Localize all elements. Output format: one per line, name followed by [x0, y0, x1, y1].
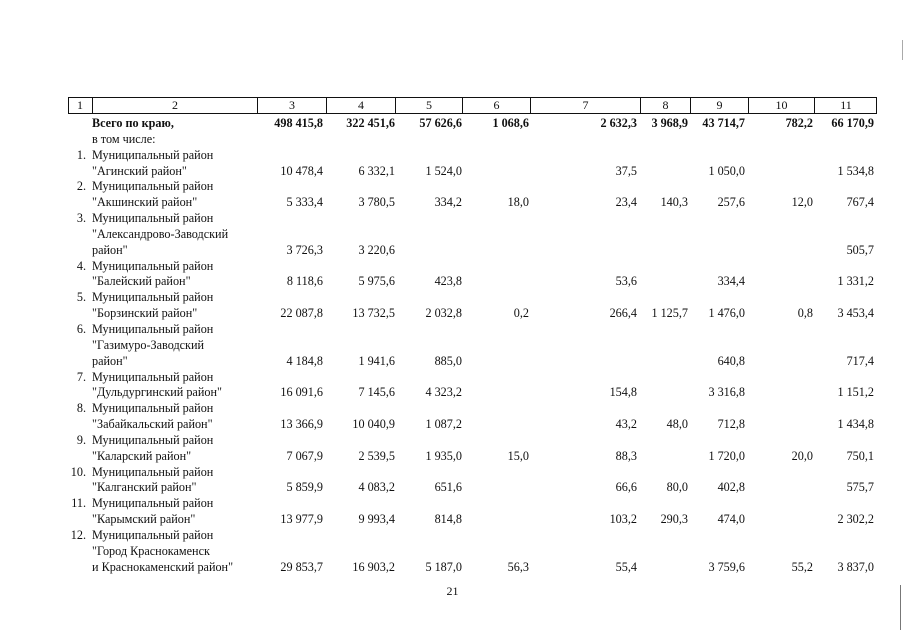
cell-col-3: 498 415,8	[274, 116, 323, 130]
table-row	[0, 338, 905, 354]
cell-col-10: 12,0	[791, 195, 813, 210]
cell-col-11: 1 434,8	[837, 417, 874, 432]
row-label: Муниципальный район	[92, 369, 214, 384]
header-col-9: 9	[691, 98, 749, 113]
cell-col-11: 1 151,2	[837, 385, 874, 400]
cell-col-5: 885,0	[434, 353, 462, 368]
table-row	[0, 274, 905, 290]
table-row	[0, 354, 905, 370]
cell-col-5: 651,6	[434, 480, 462, 495]
row-label: Муниципальный район	[92, 258, 214, 273]
cell-col-9: 1 476,0	[708, 306, 745, 321]
cell-col-7: 154,8	[609, 385, 637, 400]
cell-col-6: 0,2	[513, 306, 529, 321]
cell-col-7: 103,2	[609, 512, 637, 527]
table-row	[0, 417, 905, 433]
table-row	[0, 148, 905, 164]
row-index: 4.	[76, 258, 86, 273]
cell-col-9: 43 714,7	[702, 116, 745, 130]
row-index: 5.	[76, 290, 86, 305]
row-label: и Краснокаменский район"	[92, 559, 234, 574]
row-label: Муниципальный район	[92, 321, 214, 336]
row-label: в том числе:	[92, 131, 156, 146]
cell-col-3: 5 333,4	[286, 195, 323, 210]
cell-col-11: 66 170,9	[831, 116, 874, 130]
header-col-10: 10	[749, 98, 815, 113]
cell-col-5: 57 626,6	[419, 116, 462, 130]
cell-col-3: 8 118,6	[286, 274, 323, 289]
table-row	[0, 227, 905, 243]
cell-col-6: 56,3	[507, 559, 529, 574]
cell-col-11: 575,7	[846, 480, 874, 495]
cell-col-4: 4 083,2	[358, 480, 395, 495]
cell-col-11: 505,7	[846, 242, 874, 257]
header-col-11: 11	[840, 98, 852, 112]
cell-col-4: 13 732,5	[352, 306, 395, 321]
header-col-4: 4	[327, 98, 396, 113]
table-row	[0, 259, 905, 275]
cell-col-3: 5 859,9	[286, 480, 323, 495]
table-row	[0, 116, 905, 132]
row-label: Муниципальный район	[92, 496, 214, 511]
row-label: "Акшинский район"	[92, 195, 198, 210]
table-row	[0, 385, 905, 401]
cell-col-3: 10 478,4	[280, 163, 323, 178]
row-label: "Балейский район"	[92, 274, 191, 289]
cell-col-3: 13 977,9	[280, 512, 323, 527]
cell-col-9: 334,4	[717, 274, 745, 289]
header-col-8: 8	[641, 98, 691, 113]
row-index: 12.	[70, 527, 86, 542]
row-label: район"	[92, 353, 128, 368]
cell-col-9: 1 050,0	[708, 163, 745, 178]
table-row	[0, 370, 905, 386]
table-row	[0, 496, 905, 512]
table-row	[0, 528, 905, 544]
cell-col-5: 1 524,0	[425, 163, 462, 178]
row-label: Муниципальный район	[92, 147, 214, 162]
cell-col-3: 16 091,6	[280, 385, 323, 400]
budget-table-body	[0, 116, 905, 575]
cell-col-11: 1 331,2	[837, 274, 874, 289]
cell-col-3: 7 067,9	[286, 448, 323, 463]
row-label: Муниципальный район	[92, 290, 214, 305]
row-index: 1.	[76, 147, 86, 162]
cell-col-11: 2 302,2	[837, 512, 874, 527]
cell-col-7: 55,4	[615, 559, 637, 574]
cell-col-8: 290,3	[660, 512, 688, 527]
cell-col-7: 43,2	[615, 417, 637, 432]
cell-col-4: 1 941,6	[358, 353, 395, 368]
row-index: 9.	[76, 432, 86, 447]
row-label: Муниципальный район	[92, 211, 214, 226]
table-row	[0, 195, 905, 211]
cell-col-4: 9 993,4	[358, 512, 395, 527]
cell-col-11: 717,4	[846, 353, 874, 368]
row-label: Муниципальный район	[92, 527, 214, 542]
row-label: "Карымский район"	[92, 512, 196, 527]
cell-col-10: 55,2	[791, 559, 813, 574]
table-row	[0, 306, 905, 322]
row-label: Всего по краю,	[92, 116, 174, 130]
cell-col-7: 88,3	[615, 448, 637, 463]
cell-col-4: 7 145,6	[358, 385, 395, 400]
header-col-7: 7	[531, 98, 641, 113]
cell-col-9: 640,8	[717, 353, 745, 368]
cell-col-6: 15,0	[507, 448, 529, 463]
row-label: "Газимуро-Заводский	[92, 337, 205, 352]
cell-col-11: 767,4	[846, 195, 874, 210]
cell-col-5: 423,8	[434, 274, 462, 289]
header-col-2: 2	[93, 98, 258, 113]
cell-col-4: 6 332,1	[358, 163, 395, 178]
cell-col-9: 402,8	[717, 480, 745, 495]
table-row	[0, 449, 905, 465]
row-index: 11.	[71, 496, 86, 511]
cell-col-5: 1 087,2	[425, 417, 462, 432]
row-label: Муниципальный район	[92, 401, 214, 416]
header-col-5: 5	[396, 98, 463, 113]
cell-col-3: 29 853,7	[280, 559, 323, 574]
scan-edge-mark	[900, 585, 901, 630]
scan-edge-mark	[902, 40, 903, 60]
cell-col-7: 2 632,3	[600, 116, 637, 130]
cell-col-7: 23,4	[615, 195, 637, 210]
cell-col-5: 2 032,8	[425, 306, 462, 321]
cell-col-8: 80,0	[666, 480, 688, 495]
row-index: 3.	[76, 211, 86, 226]
cell-col-5: 5 187,0	[425, 559, 462, 574]
row-label: "Дульдургинский район"	[92, 385, 222, 400]
cell-col-6: 18,0	[507, 195, 529, 210]
cell-col-11: 3 837,0	[837, 559, 874, 574]
table-row	[0, 322, 905, 338]
row-label: Муниципальный район	[92, 179, 214, 194]
cell-col-3: 13 366,9	[280, 417, 323, 432]
cell-col-6: 1 068,6	[492, 116, 529, 130]
cell-col-3: 3 726,3	[286, 242, 323, 257]
row-index: 7.	[76, 369, 86, 384]
table-row	[0, 401, 905, 417]
row-label: район"	[92, 242, 128, 257]
table-row	[0, 211, 905, 227]
cell-col-8: 48,0	[666, 417, 688, 432]
row-label: "Калганский район"	[92, 480, 197, 495]
table-row	[0, 433, 905, 449]
cell-col-4: 5 975,6	[358, 274, 395, 289]
cell-col-9: 1 720,0	[708, 448, 745, 463]
cell-col-10: 782,2	[785, 116, 813, 130]
table-row	[0, 465, 905, 481]
cell-col-8: 140,3	[660, 195, 688, 210]
table-row	[0, 512, 905, 528]
cell-col-10: 20,0	[791, 448, 813, 463]
row-index: 6.	[76, 321, 86, 336]
table-row	[0, 243, 905, 259]
table-row	[0, 290, 905, 306]
cell-col-8: 1 125,7	[651, 306, 688, 321]
cell-col-4: 2 539,5	[358, 448, 395, 463]
row-label: "Каларский район"	[92, 448, 192, 463]
cell-col-5: 334,2	[434, 195, 462, 210]
cell-col-9: 3 316,8	[708, 385, 745, 400]
cell-col-9: 257,6	[717, 195, 745, 210]
cell-col-9: 712,8	[717, 417, 745, 432]
cell-col-3: 22 087,8	[280, 306, 323, 321]
table-row	[0, 164, 905, 180]
page-number: 21	[446, 584, 459, 598]
cell-col-8: 3 968,9	[651, 116, 688, 130]
cell-col-10: 0,8	[797, 306, 813, 321]
cell-col-7: 66,6	[615, 480, 637, 495]
row-index: 2.	[76, 179, 86, 194]
table-row	[0, 179, 905, 195]
row-label: "Город Краснокаменск	[92, 543, 210, 558]
cell-col-4: 10 040,9	[352, 417, 395, 432]
table-row	[0, 132, 905, 148]
table-row	[0, 480, 905, 496]
cell-col-4: 16 903,2	[352, 559, 395, 574]
row-label: "Александрово-Заводский	[92, 226, 229, 241]
row-label: Муниципальный район	[92, 432, 214, 447]
cell-col-4: 3 780,5	[358, 195, 395, 210]
cell-col-11: 750,1	[846, 448, 874, 463]
table-row	[0, 560, 905, 576]
row-index: 10.	[70, 464, 86, 479]
row-label: "Агинский район"	[92, 163, 187, 178]
column-number-header	[68, 97, 877, 114]
cell-col-4: 322 451,6	[346, 116, 395, 130]
row-index: 8.	[76, 401, 86, 416]
cell-col-7: 53,6	[615, 274, 637, 289]
cell-col-11: 1 534,8	[837, 163, 874, 178]
header-col-6: 6	[463, 98, 531, 113]
cell-col-11: 3 453,4	[837, 306, 874, 321]
header-col-3: 3	[258, 98, 327, 113]
cell-col-7: 266,4	[609, 306, 637, 321]
row-label: "Борзинский район"	[92, 306, 198, 321]
cell-col-5: 4 323,2	[425, 385, 462, 400]
table-row	[0, 544, 905, 560]
cell-col-5: 814,8	[434, 512, 462, 527]
cell-col-9: 474,0	[717, 512, 745, 527]
cell-col-3: 4 184,8	[286, 353, 323, 368]
row-label: "Забайкальский район"	[92, 417, 213, 432]
header-col-1: 1	[68, 98, 93, 113]
cell-col-7: 37,5	[615, 163, 637, 178]
cell-col-5: 1 935,0	[425, 448, 462, 463]
cell-col-9: 3 759,6	[708, 559, 745, 574]
row-label: Муниципальный район	[92, 464, 214, 479]
cell-col-4: 3 220,6	[358, 242, 395, 257]
